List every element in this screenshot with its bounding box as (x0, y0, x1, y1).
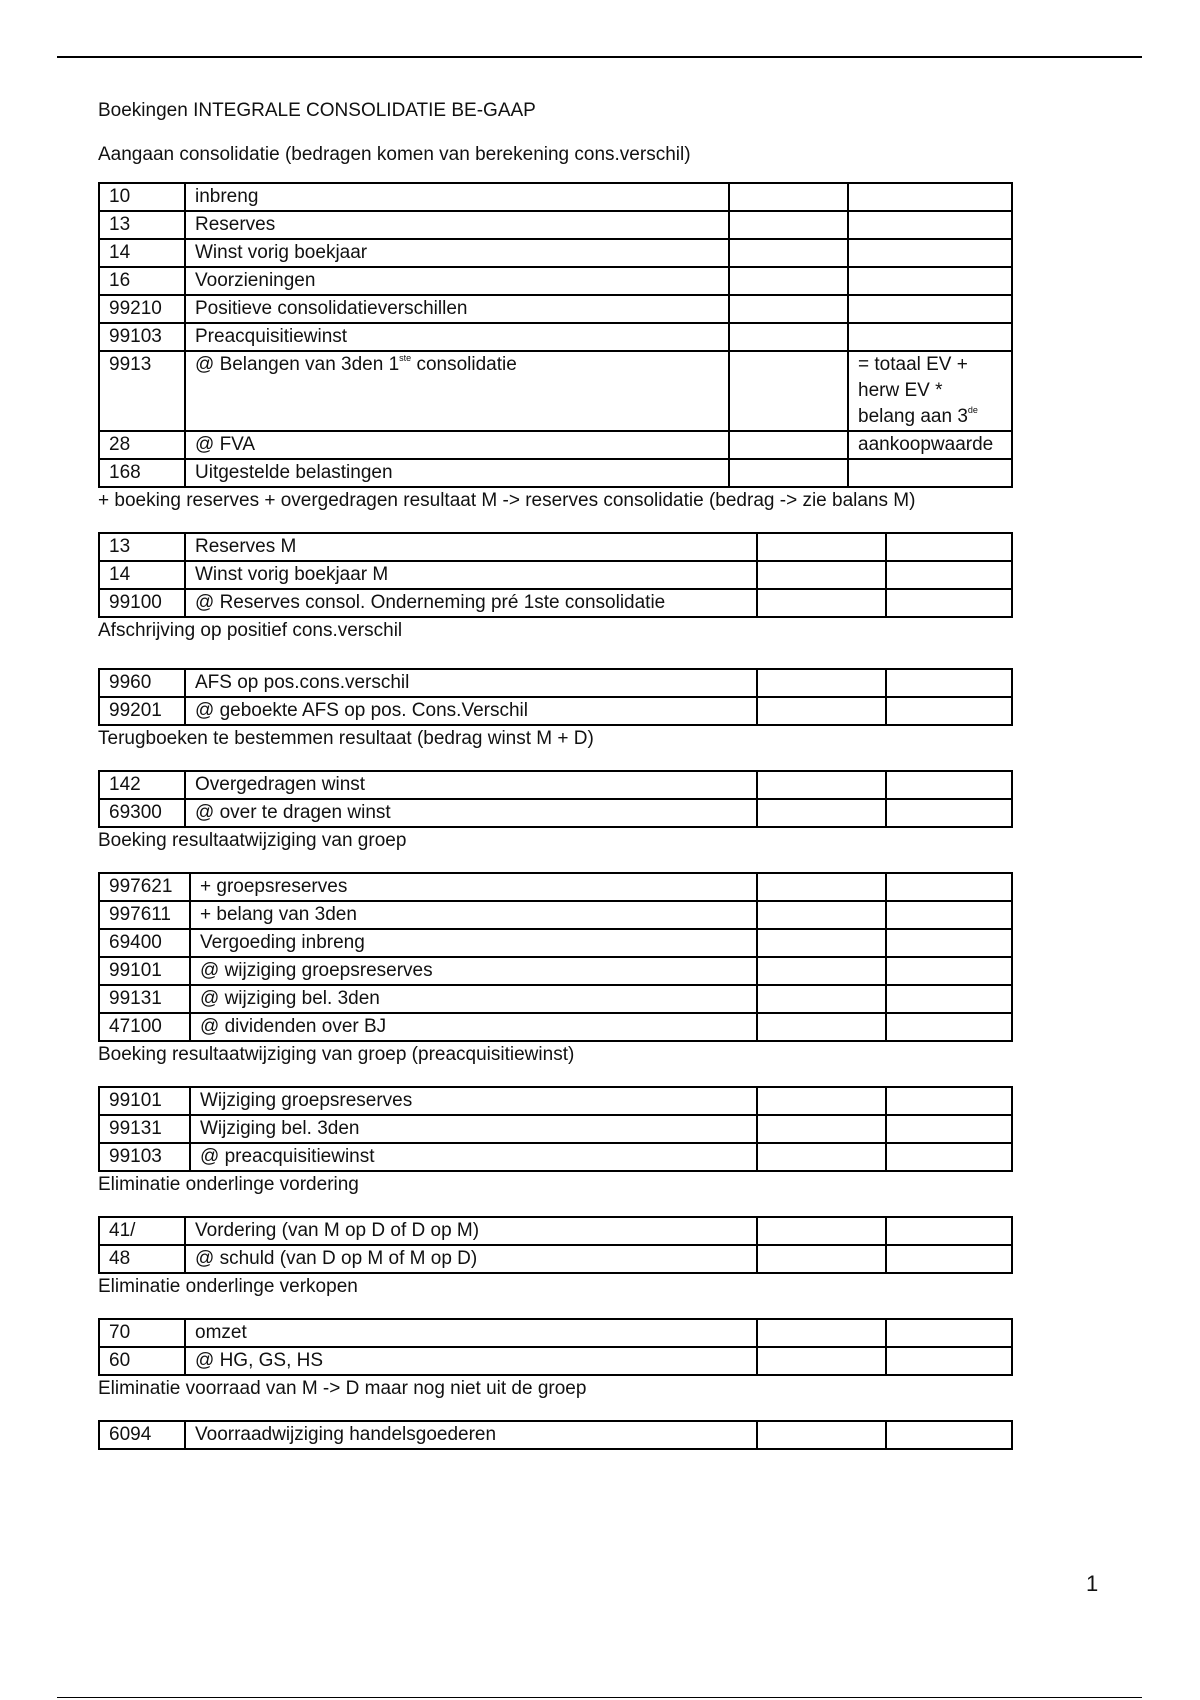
account-label: @ schuld (van D op M of M op D) (185, 1245, 757, 1273)
table-row (99, 1087, 1012, 1115)
account-label: @ preacquisitiewinst (190, 1143, 757, 1171)
amount-cell (886, 929, 1012, 957)
amount-cell (886, 901, 1012, 929)
account-label: Vergoeding inbreng (190, 929, 757, 957)
account-label: + belang van 3den (190, 901, 757, 929)
table-row (99, 1115, 1012, 1143)
account-label: Overgedragen winst (185, 771, 757, 799)
amount-cell (757, 561, 886, 589)
amount-cell (886, 799, 1012, 827)
table-row (99, 771, 1012, 799)
account-label: Vordering (van M op D of D op M) (185, 1217, 757, 1245)
caption-verkopen: Eliminatie onderlinge verkopen (98, 1276, 358, 1297)
amount-cell (757, 1217, 886, 1245)
amount-cell (886, 533, 1012, 561)
belangen-label-tail: consolidatie (411, 354, 517, 375)
section-heading-entry: Aangaan consolidatie (bedragen komen van berekening cons.verschil) (98, 144, 691, 165)
table-row (99, 669, 1012, 697)
amount-cell (757, 1087, 886, 1115)
account-label: Voorzieningen (185, 267, 729, 295)
belangen-label-sup: ste (399, 353, 412, 363)
table-row (99, 1245, 1012, 1273)
belangen-label-main: @ Belangen van 3den 1 (195, 354, 400, 375)
page-number: 1 (1086, 1571, 1099, 1596)
account-label: Reserves (185, 211, 729, 239)
amount-cell (757, 929, 886, 957)
account-code: 69400 (99, 929, 190, 957)
ledger-table-groep-pre (98, 1086, 1013, 1172)
amount-cell (729, 295, 848, 323)
account-code: 9913 (99, 351, 185, 431)
account-code: 99131 (99, 1115, 190, 1143)
caption-groep-pre: Boeking resultaatwijziging van groep (preacquisitiewinst) (98, 1044, 575, 1065)
note-cell: aankoopwaarde (848, 431, 1012, 459)
account-label: inbreng (185, 183, 729, 211)
amount-cell (886, 669, 1012, 697)
account-label: Positieve consolidatieverschillen (185, 295, 729, 323)
account-code: 48 (99, 1245, 185, 1273)
account-code: 70 (99, 1319, 185, 1347)
amount-cell (886, 985, 1012, 1013)
account-label: Preacquisitiewinst (185, 323, 729, 351)
account-code: 6094 (99, 1421, 185, 1449)
amount-cell (886, 771, 1012, 799)
amount-cell (757, 1013, 886, 1041)
footer-rule (57, 1697, 1142, 1698)
table-row (99, 211, 1012, 239)
ledger-table-terugboeken (98, 770, 1013, 828)
account-code: 997611 (99, 901, 190, 929)
amount-cell (757, 1319, 886, 1347)
note-cell (848, 351, 1012, 431)
table-row-belangen (99, 351, 1012, 431)
amount-cell (729, 267, 848, 295)
amount-cell (757, 1347, 886, 1375)
table-row (99, 431, 1012, 459)
table-row (99, 1421, 1012, 1449)
account-label (185, 351, 729, 431)
note-cell (848, 459, 1012, 487)
table-row (99, 929, 1012, 957)
amount-cell (757, 771, 886, 799)
account-code: 9960 (99, 669, 185, 697)
table-row (99, 533, 1012, 561)
account-code: 99103 (99, 1143, 190, 1171)
account-code: 16 (99, 267, 185, 295)
account-label: @ dividenden over BJ (190, 1013, 757, 1041)
amount-cell (757, 985, 886, 1013)
amount-cell (886, 561, 1012, 589)
amount-cell (886, 589, 1012, 617)
account-label: @ over te dragen winst (185, 799, 757, 827)
amount-cell (729, 459, 848, 487)
account-label: @ FVA (185, 431, 729, 459)
table-row (99, 267, 1012, 295)
caption-groep: Boeking resultaatwijziging van groep (98, 830, 407, 851)
account-label: Wijziging bel. 3den (190, 1115, 757, 1143)
ledger-table-entry (98, 182, 1013, 488)
amount-cell (757, 1143, 886, 1171)
amount-cell (886, 1087, 1012, 1115)
account-code: 13 (99, 211, 185, 239)
table-row (99, 1013, 1012, 1041)
amount-cell (757, 1421, 886, 1449)
table-row (99, 295, 1012, 323)
account-code: 10 (99, 183, 185, 211)
table-row (99, 459, 1012, 487)
amount-cell (886, 1115, 1012, 1143)
note-cell (848, 211, 1012, 239)
account-code: 99201 (99, 697, 185, 725)
table-row (99, 323, 1012, 351)
account-label: Winst vorig boekjaar M (185, 561, 757, 589)
account-code: 28 (99, 431, 185, 459)
caption-voorraad: Eliminatie voorraad van M -> D maar nog niet uit de groep (98, 1378, 587, 1399)
table-row (99, 1217, 1012, 1245)
amount-cell (757, 901, 886, 929)
ledger-table-voorraad (98, 1420, 1013, 1450)
amount-cell (886, 1319, 1012, 1347)
table-row (99, 561, 1012, 589)
belangen-note-main: = totaal EV + herw EV * belang aan 3 (858, 354, 968, 427)
account-code: 99100 (99, 589, 185, 617)
document-title: Boekingen INTEGRALE CONSOLIDATIE BE-GAAP (98, 100, 536, 121)
account-label: Wijziging groepsreserves (190, 1087, 757, 1115)
account-label: Uitgestelde belastingen (185, 459, 729, 487)
table-row (99, 1143, 1012, 1171)
amount-cell (886, 873, 1012, 901)
account-code: 142 (99, 771, 185, 799)
table-row (99, 799, 1012, 827)
amount-cell (757, 957, 886, 985)
account-label: omzet (185, 1319, 757, 1347)
account-label: @ wijziging groepsreserves (190, 957, 757, 985)
amount-cell (886, 957, 1012, 985)
note-cell (848, 239, 1012, 267)
note-cell (848, 295, 1012, 323)
account-code: 99103 (99, 323, 185, 351)
amount-cell (757, 1115, 886, 1143)
amount-cell (757, 697, 886, 725)
amount-cell (729, 239, 848, 267)
amount-cell (729, 351, 848, 431)
amount-cell (757, 589, 886, 617)
amount-cell (729, 183, 848, 211)
account-code: 41/ (99, 1217, 185, 1245)
account-code: 99131 (99, 985, 190, 1013)
table-row (99, 1319, 1012, 1347)
table-row (99, 901, 1012, 929)
ledger-table-vordering (98, 1216, 1013, 1274)
amount-cell (886, 1421, 1012, 1449)
account-label: + groepsreserves (190, 873, 757, 901)
table-row (99, 239, 1012, 267)
document-body (98, 98, 1013, 1450)
account-code: 14 (99, 561, 185, 589)
account-label: @ geboekte AFS op pos. Cons.Verschil (185, 697, 757, 725)
note-cell (848, 267, 1012, 295)
table-row (99, 697, 1012, 725)
table-row (99, 1347, 1012, 1375)
account-label: @ HG, GS, HS (185, 1347, 757, 1375)
account-code: 99210 (99, 295, 185, 323)
ledger-table-afs (98, 668, 1013, 726)
ledger-table-groep (98, 872, 1013, 1042)
amount-cell (886, 1245, 1012, 1273)
amount-cell (757, 873, 886, 901)
amount-cell (757, 1245, 886, 1273)
amount-cell (757, 669, 886, 697)
account-label: Reserves M (185, 533, 757, 561)
account-code: 168 (99, 459, 185, 487)
account-label: @ Reserves consol. Onderneming pré 1ste consolidatie (185, 589, 757, 617)
account-code: 60 (99, 1347, 185, 1375)
ledger-table-verkopen (98, 1318, 1013, 1376)
amount-cell (886, 1013, 1012, 1041)
amount-cell (729, 323, 848, 351)
amount-cell (757, 799, 886, 827)
table-row (99, 873, 1012, 901)
caption-terugboeken: Terugboeken te bestemmen resultaat (bedrag winst M + D) (98, 728, 594, 749)
account-label: Voorraadwijziging handelsgoederen (185, 1421, 757, 1449)
amount-cell (886, 1143, 1012, 1171)
account-code: 13 (99, 533, 185, 561)
amount-cell (729, 431, 848, 459)
header-rule (57, 56, 1142, 58)
caption-vordering: Eliminatie onderlinge vordering (98, 1174, 359, 1195)
account-code: 99101 (99, 957, 190, 985)
table-row (99, 957, 1012, 985)
note-cell (848, 183, 1012, 211)
table-row (99, 985, 1012, 1013)
amount-cell (886, 697, 1012, 725)
caption-afs: Afschrijving op positief cons.verschil (98, 620, 403, 641)
account-label: Winst vorig boekjaar (185, 239, 729, 267)
amount-cell (886, 1347, 1012, 1375)
account-code: 47100 (99, 1013, 190, 1041)
amount-cell (729, 211, 848, 239)
caption-reserves: + boeking reserves + overgedragen resultaat M -> reserves consolidatie (bedrag -> zie balans M) (98, 490, 916, 511)
table-row (99, 183, 1012, 211)
account-code: 14 (99, 239, 185, 267)
account-label: @ wijziging bel. 3den (190, 985, 757, 1013)
account-code: 99101 (99, 1087, 190, 1115)
amount-cell (886, 1217, 1012, 1245)
account-code: 69300 (99, 799, 185, 827)
belangen-note-sup: de (967, 405, 978, 415)
note-cell (848, 323, 1012, 351)
account-label: AFS op pos.cons.verschil (185, 669, 757, 697)
ledger-table-reserves (98, 532, 1013, 618)
amount-cell (757, 533, 886, 561)
table-row (99, 589, 1012, 617)
account-code: 997621 (99, 873, 190, 901)
